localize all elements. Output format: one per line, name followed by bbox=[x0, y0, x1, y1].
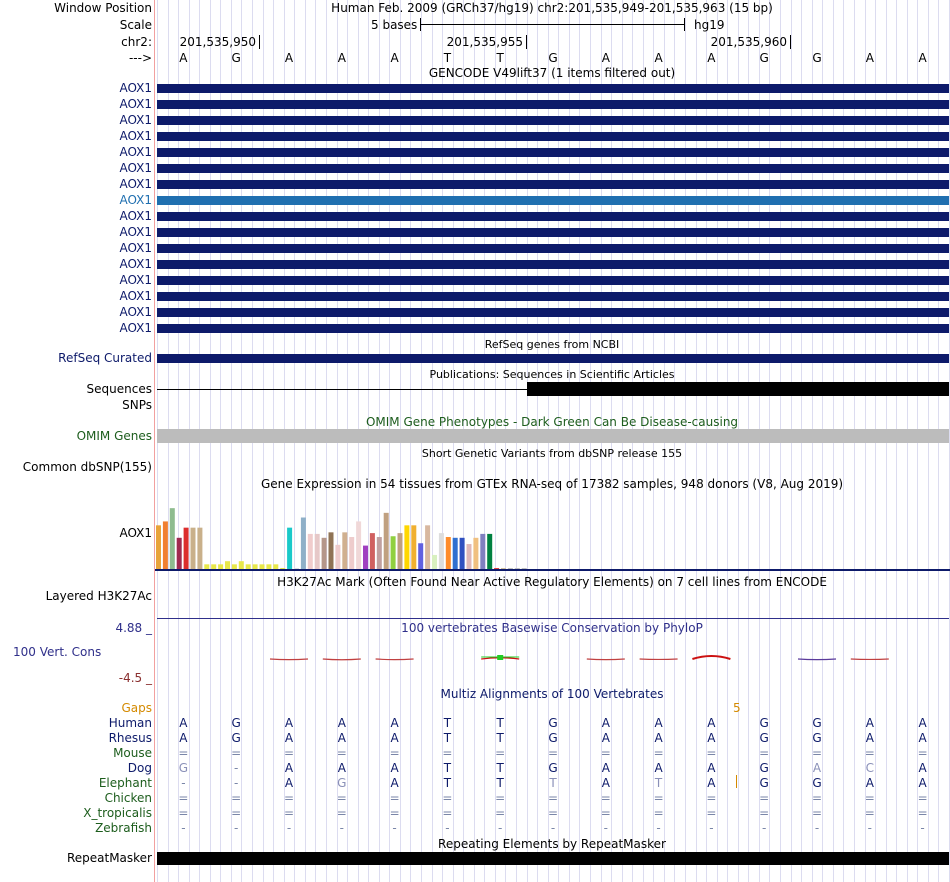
multiz-base: G bbox=[337, 776, 347, 790]
multiz-base: - bbox=[709, 821, 714, 835]
gencode-gene-label[interactable]: AOX1 bbox=[119, 81, 152, 95]
gencode-gene-bar[interactable] bbox=[157, 324, 949, 333]
gtex-tissue-bar[interactable] bbox=[197, 528, 202, 569]
assembly-position-title[interactable]: Human Feb. 2009 (GRCh37/hg19) chr2:201,535,949-201,535,963 (15 bp) bbox=[331, 1, 773, 15]
multiz-base: = bbox=[917, 791, 928, 805]
multiz-base: = bbox=[283, 806, 295, 820]
multiz-base: G bbox=[812, 731, 822, 745]
gencode-gene-bar[interactable] bbox=[157, 308, 949, 317]
multiz-base: G bbox=[812, 776, 822, 790]
multiz-base: = bbox=[600, 806, 611, 820]
gencode-gene-bar[interactable] bbox=[157, 260, 949, 269]
multiz-species-label[interactable]: Elephant bbox=[98, 776, 152, 790]
multiz-base: - bbox=[920, 821, 925, 835]
multiz-species-label[interactable]: Dog bbox=[127, 761, 152, 775]
multiz-base: T bbox=[443, 776, 452, 790]
gtex-tissue-bar[interactable] bbox=[260, 564, 265, 569]
multiz-base: = bbox=[389, 806, 400, 820]
multiz-base: A bbox=[654, 716, 663, 730]
gtex-tissue-bar[interactable] bbox=[191, 528, 196, 569]
multiz-base: = bbox=[917, 806, 928, 820]
phylop-score-mark[interactable] bbox=[692, 656, 730, 659]
gtex-tissue-bar[interactable] bbox=[425, 525, 430, 569]
scale-bar-right-tick bbox=[684, 18, 685, 31]
gtex-tissue-bar[interactable] bbox=[287, 528, 292, 569]
phylop-track-label[interactable]: 100 Vert. Cons bbox=[13, 645, 102, 659]
multiz-base: G bbox=[231, 731, 241, 745]
multiz-base: - bbox=[867, 821, 872, 835]
multiz-base: = bbox=[495, 791, 506, 805]
multiz-base: = bbox=[759, 746, 770, 760]
gencode-gene-label[interactable]: AOX1 bbox=[119, 145, 152, 159]
multiz-base: = bbox=[547, 791, 559, 805]
multiz-insertion-marker bbox=[736, 775, 737, 788]
multiz-base: G bbox=[231, 716, 241, 730]
base-letter: A bbox=[654, 51, 663, 65]
position-tick-3: 201,535,960 bbox=[711, 35, 791, 49]
phylop-score-mark[interactable] bbox=[270, 659, 308, 660]
gtex-tissue-bar[interactable] bbox=[329, 532, 334, 569]
publications-track-title[interactable]: Publications: Sequences in Scientific Articles bbox=[429, 368, 675, 381]
gtex-tissue-bar[interactable] bbox=[377, 537, 382, 569]
gtex-tissue-bar[interactable] bbox=[460, 538, 465, 569]
multiz-base: = bbox=[336, 791, 347, 805]
gtex-expression-chart[interactable] bbox=[155, 490, 950, 572]
base-letter: A bbox=[918, 51, 927, 65]
publication-sequence-line bbox=[157, 389, 527, 390]
multiz-base: G bbox=[548, 761, 558, 775]
gtex-tissue-bar[interactable] bbox=[370, 533, 375, 569]
multiz-gaps-label: Gaps bbox=[121, 701, 152, 715]
multiz-base: A bbox=[918, 761, 927, 775]
gtex-tissue-bar[interactable] bbox=[308, 534, 313, 569]
multiz-base: = bbox=[653, 806, 664, 820]
multiz-base: G bbox=[548, 731, 558, 745]
publications-snps-label[interactable]: SNPs bbox=[122, 398, 152, 412]
multiz-base: A bbox=[812, 761, 822, 775]
multiz-species-label[interactable]: Mouse bbox=[113, 746, 152, 760]
gtex-tissue-bar[interactable] bbox=[453, 538, 458, 569]
gtex-tissue-bar[interactable] bbox=[266, 564, 271, 569]
gtex-tissue-bar[interactable] bbox=[508, 568, 513, 569]
multiz-base: A bbox=[918, 716, 927, 730]
multiz-base: A bbox=[337, 716, 346, 730]
multiz-base: = bbox=[759, 791, 770, 805]
multiz-base: - bbox=[498, 821, 503, 835]
gtex-tissue-bar[interactable] bbox=[363, 546, 368, 569]
base-letter: G bbox=[548, 51, 558, 65]
gtex-tissue-bar[interactable] bbox=[418, 543, 423, 569]
multiz-base: A bbox=[918, 776, 927, 790]
multiz-species-label[interactable]: Zebrafish bbox=[95, 821, 152, 835]
multiz-base: A bbox=[284, 761, 294, 775]
multiz-base: = bbox=[811, 806, 823, 820]
window-position-label: Window Position bbox=[54, 1, 152, 15]
multiz-base: - bbox=[234, 821, 239, 835]
omim-track-title[interactable]: OMIM Gene Phenotypes - Dark Green Can Be Disease-causing bbox=[365, 415, 739, 429]
gtex-tissue-bar[interactable] bbox=[522, 568, 527, 569]
gencode-gene-label[interactable]: AOX1 bbox=[119, 257, 152, 271]
gtex-tissue-bar[interactable] bbox=[342, 532, 347, 569]
multiz-base: = bbox=[706, 791, 717, 805]
multiz-base: T bbox=[549, 776, 557, 790]
label-divider bbox=[154, 0, 155, 882]
gtex-tissue-bar[interactable] bbox=[335, 545, 340, 569]
gtex-tissue-bar[interactable] bbox=[349, 537, 354, 569]
scale-label: Scale bbox=[119, 18, 152, 32]
base-letter: G bbox=[759, 51, 769, 65]
gtex-tissue-bar[interactable] bbox=[156, 525, 161, 569]
multiz-base: A bbox=[390, 731, 399, 745]
gencode-gene-label[interactable]: AOX1 bbox=[119, 289, 152, 303]
scale-bar bbox=[420, 24, 685, 25]
repeatmasker-track-title[interactable]: Repeating Elements by RepeatMasker bbox=[438, 837, 666, 851]
multiz-base: A bbox=[707, 761, 716, 775]
gtex-tissue-bar[interactable] bbox=[515, 568, 520, 569]
gencode-gene-label[interactable]: AOX1 bbox=[119, 161, 152, 175]
repeatmasker-element-bar[interactable] bbox=[157, 852, 949, 865]
multiz-base: - bbox=[234, 776, 239, 790]
multiz-base: = bbox=[336, 746, 347, 760]
gtex-tissue-bar[interactable] bbox=[239, 561, 244, 569]
multiz-base: T bbox=[443, 761, 452, 775]
gencode-gene-bar[interactable] bbox=[157, 244, 949, 253]
gencode-gene-bar[interactable] bbox=[157, 180, 949, 189]
multiz-base: A bbox=[865, 776, 874, 790]
multiz-base: = bbox=[283, 746, 295, 760]
base-letter: A bbox=[337, 51, 346, 65]
gencode-gene-bar[interactable] bbox=[157, 196, 949, 205]
h3k27ac-track-title[interactable]: H3K27Ac Mark (Often Found Near Active Regulatory Elements) on 7 cell lines from ENCODE bbox=[277, 575, 827, 589]
multiz-species-label[interactable]: Human bbox=[108, 716, 152, 730]
multiz-base: = bbox=[283, 791, 295, 805]
gtex-tissue-bar[interactable] bbox=[467, 544, 472, 569]
multiz-base: G bbox=[548, 716, 558, 730]
multiz-base: T bbox=[443, 716, 452, 730]
gtex-tissue-bar[interactable] bbox=[501, 568, 506, 569]
scale-db: hg19 bbox=[694, 18, 725, 32]
scale-text: 5 bases bbox=[371, 18, 418, 32]
multiz-base: T bbox=[496, 716, 504, 730]
gencode-gene-bar[interactable] bbox=[157, 100, 949, 109]
h3k27ac-label[interactable]: Layered H3K27Ac bbox=[45, 589, 152, 603]
multiz-base: A bbox=[284, 731, 294, 745]
gencode-gene-bar[interactable] bbox=[157, 116, 949, 125]
multiz-base: - bbox=[234, 761, 239, 775]
multiz-base: T bbox=[496, 776, 504, 790]
gtex-tissue-bar[interactable] bbox=[246, 564, 251, 569]
gencode-gene-label[interactable]: AOX1 bbox=[119, 97, 152, 111]
gencode-gene-bar[interactable] bbox=[157, 212, 949, 221]
multiz-base: A bbox=[601, 731, 610, 745]
gtex-tissue-bar[interactable] bbox=[439, 533, 444, 569]
gtex-tissue-bar[interactable] bbox=[404, 525, 409, 569]
multiz-base: A bbox=[654, 761, 663, 775]
phylop-track-title[interactable]: 100 vertebrates Basewise Conservation by PhyloP bbox=[401, 621, 703, 635]
refseq-gene-bar[interactable] bbox=[157, 354, 949, 363]
multiz-base: = bbox=[442, 746, 453, 760]
gtex-tissue-bar[interactable] bbox=[384, 513, 389, 569]
gtex-tissue-bar[interactable] bbox=[170, 508, 175, 569]
gtex-tissue-bar[interactable] bbox=[163, 521, 168, 569]
gencode-gene-label[interactable]: AOX1 bbox=[119, 129, 152, 143]
gtex-tissue-bar[interactable] bbox=[232, 564, 237, 569]
chrom-label: chr2: bbox=[121, 35, 152, 49]
multiz-base: G bbox=[812, 716, 822, 730]
multiz-base: C bbox=[865, 761, 874, 775]
phylop-ymax-label: 4.88 _ bbox=[115, 621, 152, 635]
publications-sequences-label[interactable]: Sequences bbox=[86, 382, 152, 396]
multiz-base: T bbox=[496, 731, 504, 745]
position-tick-1: 201,535,950 bbox=[180, 35, 260, 49]
phylop-score-mark[interactable] bbox=[323, 659, 361, 660]
multiz-base: A bbox=[390, 716, 399, 730]
multiz-base: - bbox=[339, 821, 344, 835]
multiz-base: - bbox=[762, 821, 767, 835]
gtex-tissue-bar[interactable] bbox=[301, 518, 306, 569]
gtex-tissue-bar[interactable] bbox=[315, 534, 320, 569]
multiz-base: A bbox=[601, 716, 610, 730]
base-letter: A bbox=[284, 51, 294, 65]
phylop-score-mark[interactable] bbox=[587, 659, 625, 660]
gencode-gene-label[interactable]: AOX1 bbox=[119, 113, 152, 127]
multiz-base: = bbox=[178, 806, 189, 820]
multiz-base: = bbox=[600, 746, 611, 760]
gtex-tissue-bar[interactable] bbox=[411, 525, 416, 569]
multiz-base: = bbox=[389, 746, 400, 760]
multiz-base: A bbox=[707, 716, 716, 730]
gencode-track-title[interactable]: GENCODE V49lift37 (1 items filtered out) bbox=[428, 66, 676, 80]
multiz-base: T bbox=[443, 731, 452, 745]
multiz-base: T bbox=[496, 761, 504, 775]
base-letter: T bbox=[496, 51, 504, 65]
gtex-tissue-bar[interactable] bbox=[356, 521, 361, 569]
base-letter: A bbox=[390, 51, 399, 65]
gtex-tissue-bar[interactable] bbox=[218, 564, 223, 569]
multiz-base: = bbox=[811, 791, 823, 805]
multiz-species-label[interactable]: Rhesus bbox=[108, 731, 152, 745]
multiz-base: = bbox=[811, 746, 823, 760]
multiz-base: - bbox=[656, 821, 661, 835]
gtex-tissue-bar[interactable] bbox=[280, 568, 285, 569]
multiz-base: G bbox=[759, 731, 769, 745]
strand-arrow-label: ---> bbox=[128, 51, 152, 65]
gtex-tissue-bar[interactable] bbox=[211, 564, 216, 569]
scale-bar-left-tick bbox=[420, 18, 421, 31]
gencode-gene-label[interactable]: AOX1 bbox=[119, 177, 152, 191]
multiz-base: = bbox=[917, 746, 928, 760]
gtex-tissue-bar[interactable] bbox=[473, 538, 478, 569]
multiz-base: T bbox=[654, 776, 663, 790]
repeatmasker-label[interactable]: RepeatMasker bbox=[66, 851, 152, 865]
multiz-base: - bbox=[392, 821, 397, 835]
multiz-base: A bbox=[179, 716, 188, 730]
gtex-track-title[interactable]: Gene Expression in 54 tissues from GTEx RNA-seq of 17382 samples, 948 donors (V8, Aug 2019) bbox=[260, 477, 844, 491]
multiz-base: = bbox=[864, 746, 875, 760]
gencode-gene-label[interactable]: AOX1 bbox=[119, 225, 152, 239]
base-letter: A bbox=[707, 51, 716, 65]
multiz-track-title[interactable]: Multiz Alignments of 100 Vertebrates bbox=[440, 687, 664, 701]
base-letter: A bbox=[865, 51, 874, 65]
gtex-tissue-bar[interactable] bbox=[204, 564, 209, 569]
refseq-curated-label[interactable]: RefSeq Curated bbox=[58, 351, 152, 365]
multiz-base: G bbox=[759, 776, 769, 790]
gencode-gene-bar[interactable] bbox=[157, 164, 949, 173]
multiz-base: A bbox=[918, 731, 927, 745]
gencode-gene-label[interactable]: AOX1 bbox=[119, 273, 152, 287]
dbsnp-label[interactable]: Common dbSNP(155) bbox=[22, 460, 152, 474]
position-tick-2: 201,535,955 bbox=[447, 35, 527, 49]
gtex-tissue-bar[interactable] bbox=[432, 555, 437, 569]
gtex-tissue-bar[interactable] bbox=[494, 568, 499, 569]
multiz-base: A bbox=[337, 761, 346, 775]
gencode-gene-label[interactable]: AOX1 bbox=[119, 193, 152, 207]
gtex-tissue-bar[interactable] bbox=[253, 564, 258, 569]
refseq-track-title[interactable]: RefSeq genes from NCBI bbox=[484, 338, 620, 351]
omim-genes-label[interactable]: OMIM Genes bbox=[76, 429, 152, 443]
gtex-tissue-bar[interactable] bbox=[391, 536, 396, 569]
multiz-base: A bbox=[179, 731, 188, 745]
multiz-gap-count: 5 bbox=[733, 701, 741, 715]
gtex-gene-label[interactable]: AOX1 bbox=[119, 526, 152, 540]
base-letter: A bbox=[179, 51, 188, 65]
multiz-base: = bbox=[864, 791, 875, 805]
multiz-base: = bbox=[495, 806, 506, 820]
gencode-gene-bar[interactable] bbox=[157, 292, 949, 301]
multiz-base: A bbox=[865, 731, 874, 745]
multiz-base: A bbox=[601, 776, 610, 790]
gencode-gene-bar[interactable] bbox=[157, 148, 949, 157]
multiz-base: = bbox=[442, 791, 453, 805]
gtex-tissue-bar[interactable] bbox=[273, 564, 278, 569]
gencode-gene-bar[interactable] bbox=[157, 84, 949, 93]
gencode-gene-bar[interactable] bbox=[157, 228, 949, 237]
gencode-gene-label[interactable]: AOX1 bbox=[119, 209, 152, 223]
multiz-base: = bbox=[653, 746, 664, 760]
multiz-base: = bbox=[231, 806, 242, 820]
multiz-base: = bbox=[864, 806, 875, 820]
multiz-base: = bbox=[178, 746, 189, 760]
multiz-base: = bbox=[442, 806, 453, 820]
multiz-base: = bbox=[389, 791, 400, 805]
multiz-base: - bbox=[814, 821, 820, 835]
base-letter: T bbox=[443, 51, 452, 65]
multiz-base: A bbox=[284, 776, 294, 790]
multiz-species-label[interactable]: Chicken bbox=[104, 791, 152, 805]
multiz-base: = bbox=[231, 746, 242, 760]
base-letter: A bbox=[601, 51, 610, 65]
multiz-base: = bbox=[653, 791, 664, 805]
gtex-tissue-bar[interactable] bbox=[184, 528, 189, 569]
multiz-base: = bbox=[706, 746, 717, 760]
gencode-gene-label[interactable]: AOX1 bbox=[119, 241, 152, 255]
phylop-score-mark[interactable] bbox=[376, 659, 414, 660]
gencode-gene-bar[interactable] bbox=[157, 132, 949, 141]
multiz-base: - bbox=[181, 776, 186, 790]
multiz-base: G bbox=[759, 761, 769, 775]
multiz-base: A bbox=[865, 716, 874, 730]
phylop-score-mark[interactable] bbox=[798, 659, 836, 660]
phylop-ymin-label: -4.5 _ bbox=[118, 671, 152, 685]
multiz-base: A bbox=[337, 731, 346, 745]
gtex-tissue-bar[interactable] bbox=[446, 537, 451, 569]
gtex-tissue-bar[interactable] bbox=[177, 538, 182, 569]
multiz-base: A bbox=[654, 731, 663, 745]
multiz-base: - bbox=[181, 821, 186, 835]
multiz-base: - bbox=[603, 821, 608, 835]
gtex-tissue-bar[interactable] bbox=[480, 534, 485, 569]
gtex-tissue-bar[interactable] bbox=[294, 568, 299, 569]
multiz-base: = bbox=[759, 806, 770, 820]
multiz-base: A bbox=[284, 716, 294, 730]
multiz-base: = bbox=[495, 746, 506, 760]
gencode-gene-label[interactable]: AOX1 bbox=[119, 305, 152, 319]
gencode-gene-label[interactable]: AOX1 bbox=[119, 321, 152, 335]
gtex-tissue-bar[interactable] bbox=[398, 533, 403, 569]
multiz-base: = bbox=[336, 806, 347, 820]
multiz-species-label[interactable]: X_tropicalis bbox=[83, 806, 152, 820]
multiz-base: = bbox=[706, 806, 717, 820]
multiz-base: = bbox=[547, 806, 559, 820]
gtex-tissue-bar[interactable] bbox=[225, 561, 230, 569]
multiz-base: = bbox=[178, 791, 189, 805]
multiz-base: G bbox=[759, 716, 769, 730]
gencode-gene-bar[interactable] bbox=[157, 276, 949, 285]
multiz-base: A bbox=[707, 731, 716, 745]
h3k27ac-baseline bbox=[157, 618, 949, 619]
base-letter: G bbox=[231, 51, 241, 65]
multiz-base: = bbox=[547, 746, 559, 760]
base-letter: G bbox=[812, 51, 822, 65]
multiz-base: A bbox=[390, 776, 399, 790]
gtex-tissue-bar[interactable] bbox=[322, 538, 327, 569]
phylop-plot[interactable] bbox=[155, 640, 950, 680]
dbsnp-track-title[interactable]: Short Genetic Variants from dbSNP release 155 bbox=[421, 447, 683, 460]
multiz-base: A bbox=[601, 761, 610, 775]
multiz-base: = bbox=[600, 791, 611, 805]
multiz-base: A bbox=[390, 761, 399, 775]
gtex-tissue-bar[interactable] bbox=[487, 534, 492, 569]
omim-gene-bar[interactable] bbox=[157, 429, 949, 443]
multiz-base: = bbox=[231, 791, 242, 805]
publication-sequence-block[interactable] bbox=[527, 382, 949, 396]
multiz-base: - bbox=[286, 821, 292, 835]
multiz-base: A bbox=[707, 776, 716, 790]
multiz-base: - bbox=[550, 821, 556, 835]
multiz-base: G bbox=[178, 761, 189, 775]
multiz-base: - bbox=[445, 821, 450, 835]
